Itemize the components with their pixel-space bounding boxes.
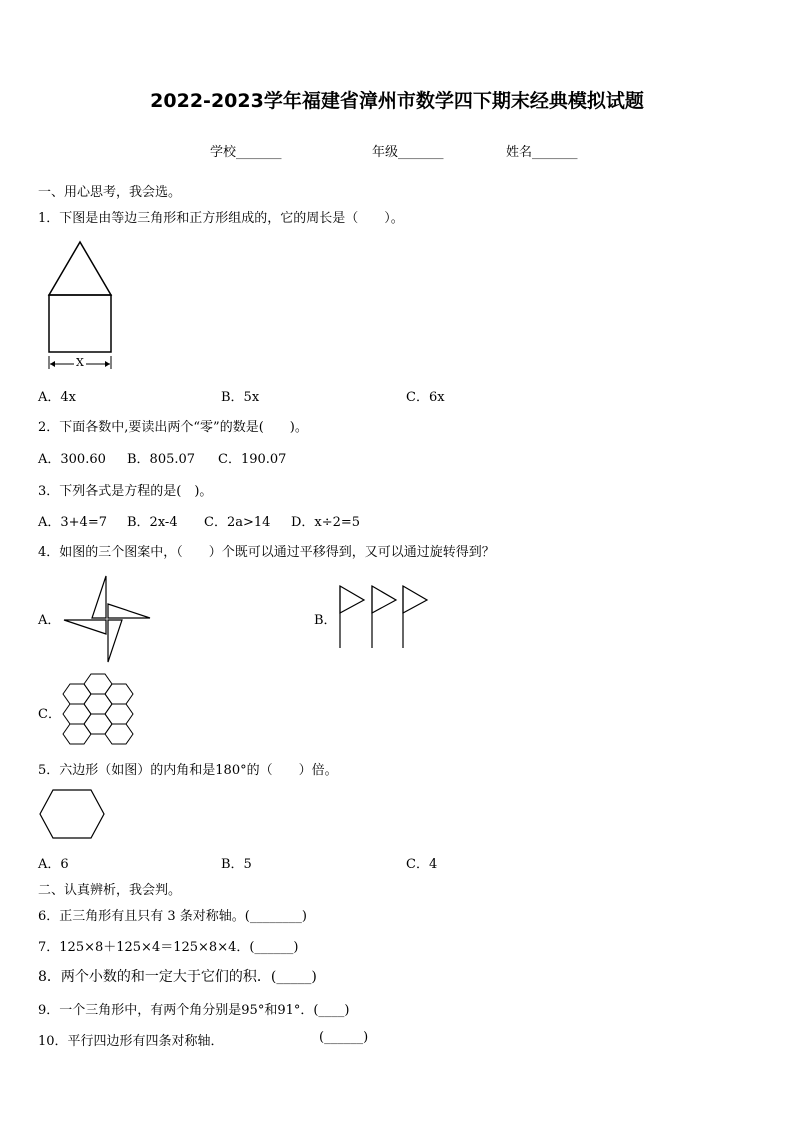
q4-option-c[interactable]: C． [38,707,61,722]
grade-field[interactable]: 年级_______ [372,145,444,160]
q3-option-a[interactable]: A．3+4=7 [38,515,107,530]
question-1-stem: 1．下图是由等边三角形和正方形组成的，它的周长是（ ）。 [38,211,404,226]
q1-option-c[interactable]: C．6x [406,390,445,405]
three-flags-figure [336,583,432,651]
name-field[interactable]: 姓名_______ [506,145,578,160]
question-10-blank[interactable]: (______) [319,1030,369,1045]
q2-option-c[interactable]: C．190.07 [218,452,287,467]
q1-option-a[interactable]: A．4x [38,390,76,405]
q4-option-b[interactable]: B． [314,613,337,628]
school-field[interactable]: 学校_______ [210,145,282,160]
section-1-heading: 一、用心思考，我会选。 [38,185,182,200]
q5-option-a[interactable]: A．6 [38,857,69,872]
question-10: 10．平行四边形有四条对称轴． [38,1034,224,1049]
page-title: 2022-2023学年福建省漳州市数学四下期末经典模拟试题 [150,90,644,112]
question-6: 6．正三角形有且只有 3 条对称轴。(________) [38,909,307,924]
q3-option-d[interactable]: D．x÷2=5 [291,515,361,530]
hexagon-pattern-figure [60,672,140,750]
q4-option-a[interactable]: A． [38,613,61,628]
q3-option-c[interactable]: C．2a>14 [204,515,271,530]
question-2-stem: 2．下面各数中,要读出两个“零”的数是( )。 [38,420,308,435]
pinwheel-figure [62,574,154,664]
question-9: 9．一个三角形中，有两个角分别是95°和91°．(____) [38,1003,350,1018]
triangle-square-figure [40,238,120,373]
q2-option-a[interactable]: A．300.60 [38,452,106,467]
q5-option-c[interactable]: C．4 [406,857,438,872]
question-8: 8．两个小数的和一定大于它们的积．(_____) [38,969,317,985]
q2-option-b[interactable]: B．805.07 [127,452,196,467]
question-7: 7．125×8＋125×4＝125×8×4．(______) [38,940,299,955]
q5-option-b[interactable]: B．5 [221,857,252,872]
question-4-stem: 4．如图的三个图案中，（ ）个既可以通过平移得到，又可以通过旋转得到？ [38,545,495,560]
hexagon-figure [38,788,106,840]
section-2-heading: 二、认真辨析，我会判。 [38,883,182,898]
question-5-stem: 5．六边形（如图）的内角和是180°的（ ）倍。 [38,763,338,778]
q1-option-b[interactable]: B．5x [221,390,260,405]
figure-x-label: X [76,356,84,369]
question-3-stem: 3．下列各式是方程的是( )。 [38,484,213,499]
q3-option-b[interactable]: B．2x-4 [127,515,178,530]
